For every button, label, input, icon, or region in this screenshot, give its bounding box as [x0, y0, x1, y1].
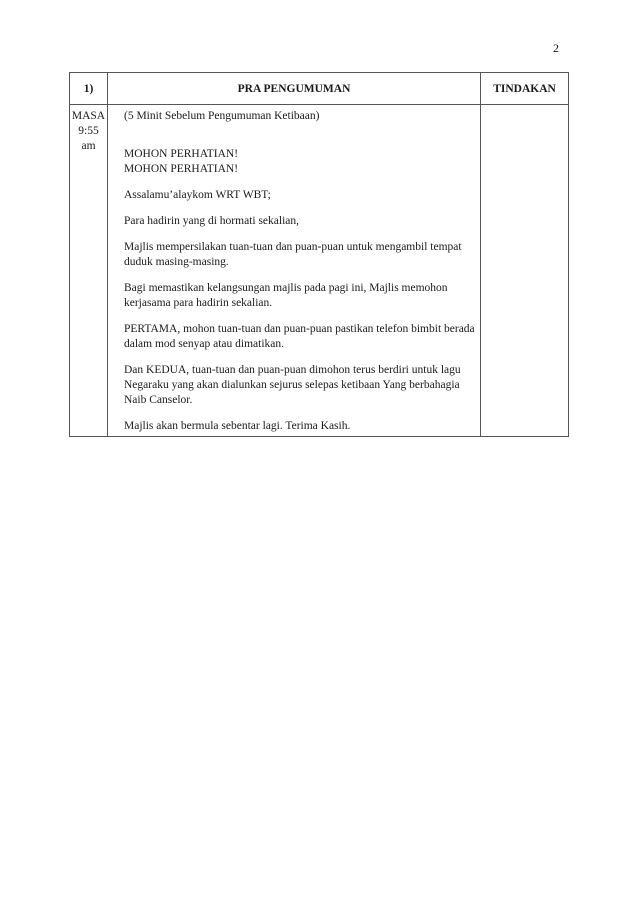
attention-call: MOHON PERHATIAN! MOHON PERHATIAN! [124, 148, 239, 175]
timing-note: (5 Minit Sebelum Pengumuman Ketibaan) [124, 110, 320, 122]
seating-instruction: Majlis mempersilakan tuan-tuan dan puan-puan untuk mengambil tempat duduk masing-masing. [124, 241, 462, 268]
time-value: 9:55 [78, 125, 99, 137]
greeting: Assalamu’alaykom WRT WBT; [124, 189, 271, 201]
time-label: MASA [71, 110, 106, 122]
closing-remark: Majlis akan bermula sebentar lagi. Terima Kasih. [124, 420, 351, 432]
page-number: 2 [553, 41, 559, 55]
anthem-instruction: Dan KEDUA, tuan-tuan dan puan-puan dimohon terus berdiri untuk lagu Negaraku yang akan dialunkan sejurus selepas ketibaan Yang berbahagia Naib Canselor. [124, 364, 461, 406]
time-period: am [81, 140, 96, 152]
announcement-content [108, 105, 481, 437]
announcement-table [69, 72, 569, 437]
action-cell [481, 105, 569, 437]
phone-instruction: PERTAMA, mohon tuan-tuan dan puan-puan pastikan telefon bimbit berada dalam mod senyap atau dimatikan. [124, 323, 475, 350]
header-action: TINDAKAN [481, 73, 569, 105]
table-header-row [70, 73, 569, 105]
header-title: PRA PENGUMUMAN [108, 73, 481, 105]
cooperation-request: Bagi memastikan kelangsungan majlis pada pagi ini, Majlis memohon kerjasama para hadirin sekalian. [124, 282, 448, 309]
audience-address: Para hadirin yang di hormati sekalian, [124, 215, 300, 227]
table-row [70, 105, 569, 437]
time-cell [70, 105, 108, 437]
header-number: 1) [70, 73, 108, 105]
